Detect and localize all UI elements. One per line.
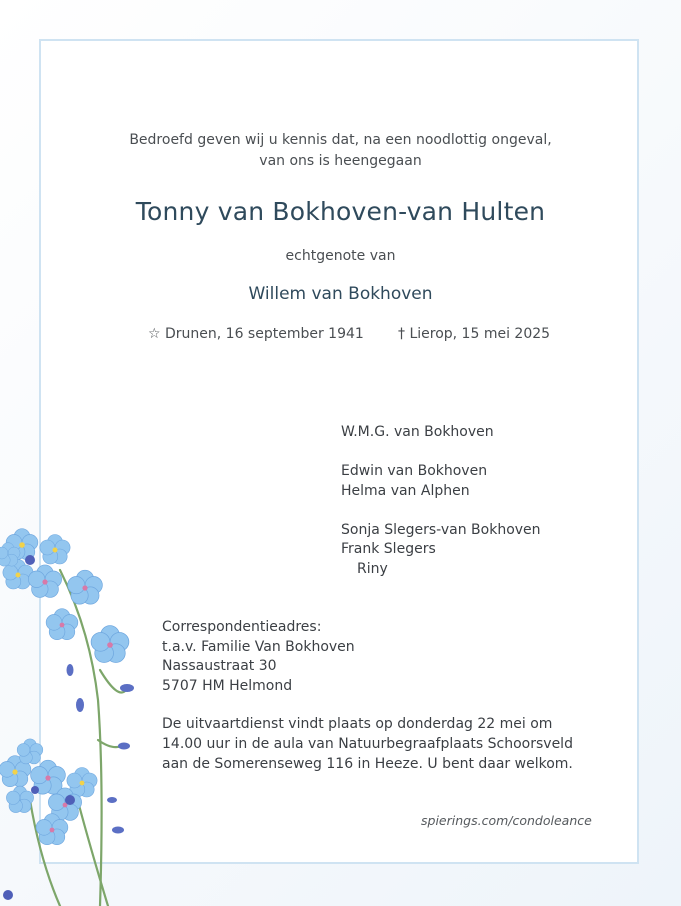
intro-line-1: Bedroefd geven wij u kennis dat, na een noodlottig ongeval, [129,132,552,148]
address-label: Correspondentieadres: [162,619,322,635]
relative-name: W.M.G. van Bokhoven [341,424,494,440]
relative-name: Edwin van Bokhoven [341,463,488,479]
spacer [341,443,541,463]
address-attn: t.a.v. Familie Van Bokhoven [162,638,355,655]
death-date: † Lierop, 15 mei 2025 [398,326,551,342]
forget-me-not-flowers [0,500,150,906]
service-line-1: De uitvaartdienst vindt plaats op donderdag 22 mei om [162,716,553,732]
intro-text [0,130,681,172]
spouse-name: Willem van Bokhoven [248,284,433,304]
relative-name: Frank Slegers [341,541,436,557]
correspondence-address [162,618,355,696]
relation-label: echtgenote van [285,248,396,264]
relative-name: Helma van Alphen [341,482,470,499]
service-line-3: aan de Somerenseweg 116 in Heeze. U bent daar welkom. [162,756,573,772]
relative-name: Riny [357,560,388,577]
condolence-link[interactable]: spierings.com/condoleance [421,813,592,828]
service-info [162,714,573,774]
birth-date: ☆ Drunen, 16 september 1941 [148,326,364,342]
address-street: Nassaustraat 30 [162,658,277,674]
deceased-name: Tonny van Bokhoven-van Hulten [135,197,546,226]
intro-line-2: van ons is heengegaan [259,153,422,169]
spacer [341,501,541,521]
service-line-2: 14.00 uur in de aula van Natuurbegraafplaats Schoorsveld [162,736,573,752]
relative-name: Sonja Slegers-van Bokhoven [341,521,541,538]
relatives-list [341,423,541,579]
address-city: 5707 HM Helmond [162,677,293,694]
